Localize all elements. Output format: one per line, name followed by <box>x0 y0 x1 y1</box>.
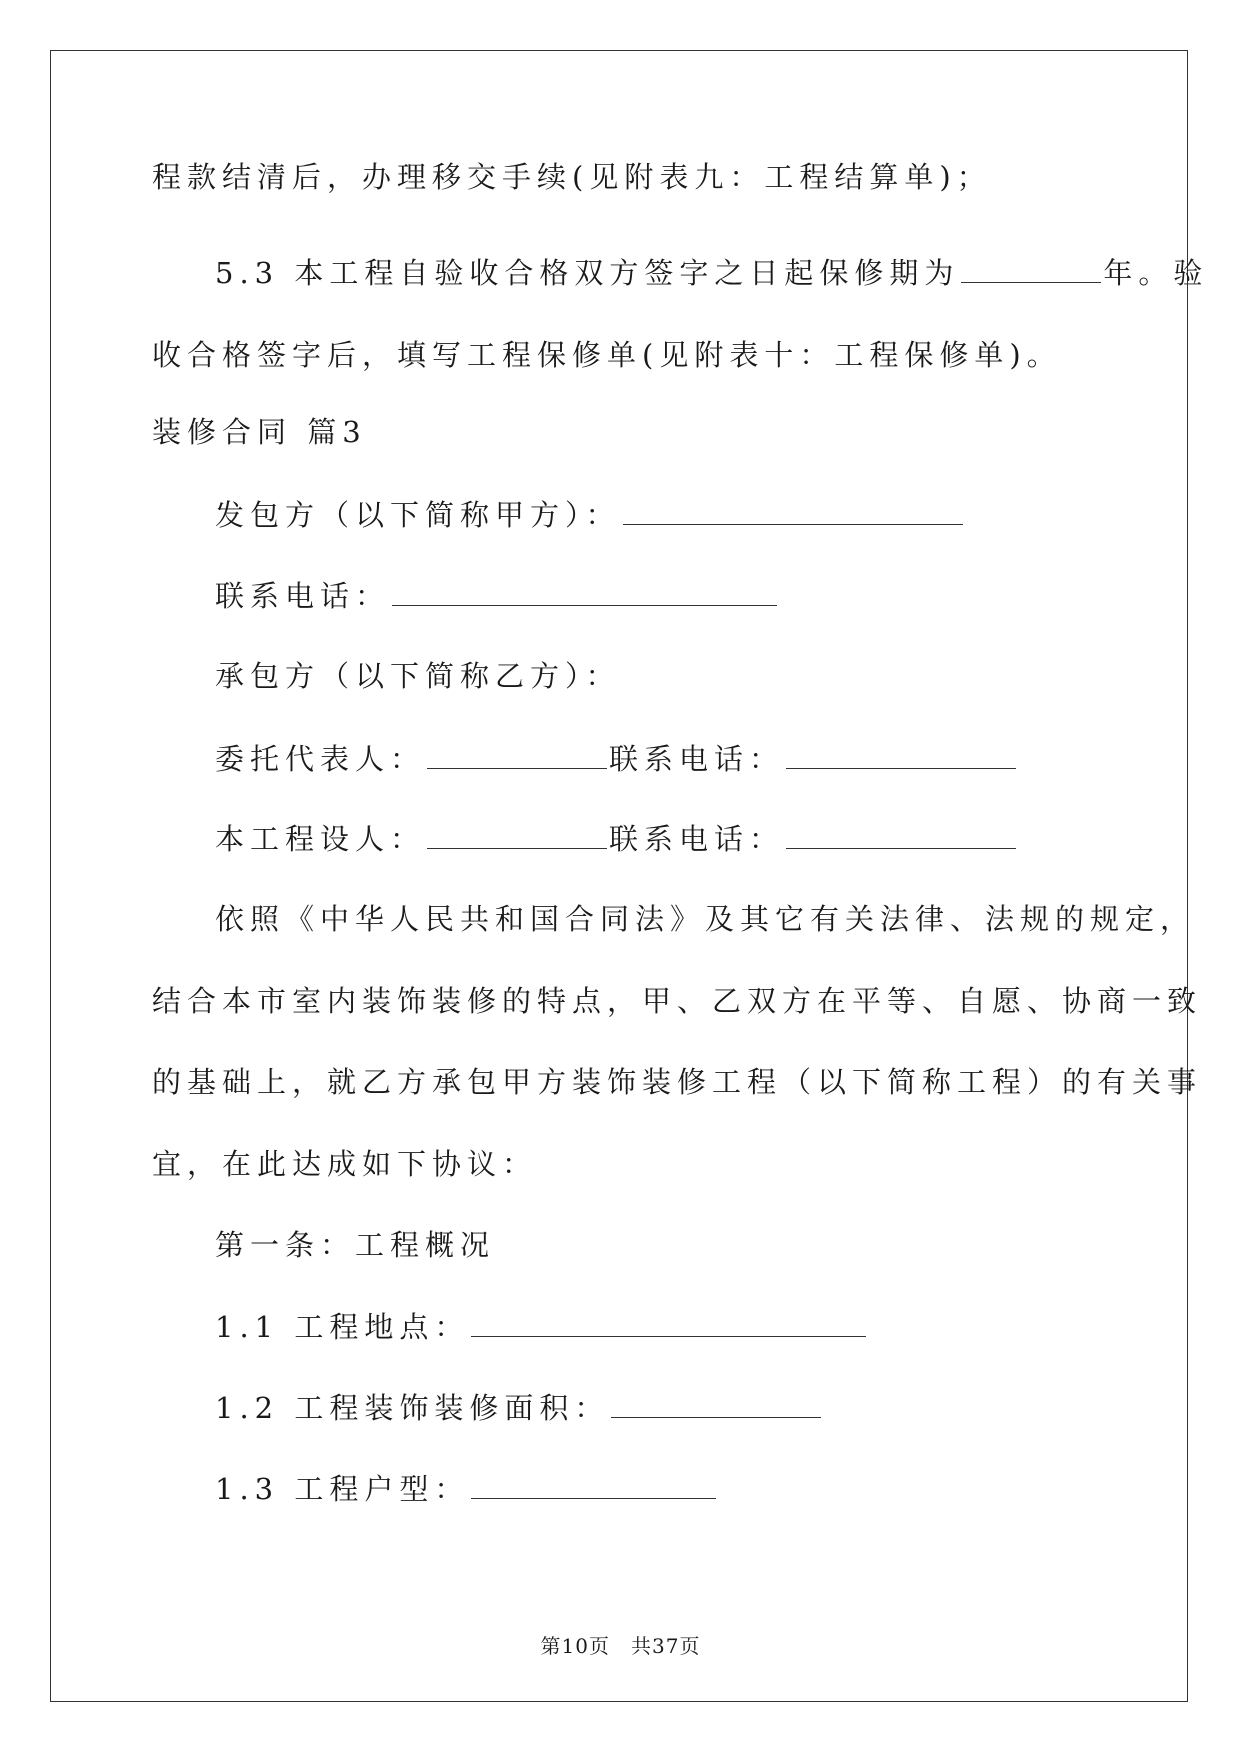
text-line: 程款结清后，办理移交手续(见附表九：工程结算单)； <box>152 160 992 194</box>
blank-field[interactable] <box>392 575 777 606</box>
text-line: 1.1 工程地点： <box>215 1306 868 1347</box>
text-line: 第一条：工程概况 <box>215 1228 496 1262</box>
text-line: 依照《中华人民共和国合同法》及其它有关法律、法规的规定， <box>215 902 1196 936</box>
blank-field[interactable] <box>623 494 963 525</box>
text-line: 收合格签字后，填写工程保修单(见附表十：工程保修单)。 <box>152 338 1062 372</box>
section-heading: 装修合同 篇3 <box>152 415 367 449</box>
page-number: 第10页 共37页 <box>540 1634 701 1658</box>
text-line: 委托代表人： 联系电话： <box>215 738 1018 779</box>
blank-field[interactable] <box>611 1387 821 1418</box>
text-line: 结合本市室内装饰装修的特点，甲、乙双方在平等、自愿、协商一致 <box>152 984 1203 1018</box>
text-line: 本工程设人： 联系电话： <box>215 818 1018 859</box>
blank-field[interactable] <box>471 1306 866 1337</box>
text-line: 联系电话： <box>215 575 779 616</box>
text-line: 1.2 工程装饰装修面积： <box>215 1387 823 1428</box>
blank-field[interactable] <box>786 738 1016 769</box>
text-line: 的基础上，就乙方承包甲方装饰装修工程（以下简称工程）的有关事 <box>152 1065 1203 1099</box>
text-line: 承包方（以下简称乙方）： <box>215 659 621 693</box>
blank-field[interactable] <box>471 1468 716 1499</box>
blank-field[interactable] <box>427 818 607 849</box>
blank-field[interactable] <box>786 818 1016 849</box>
blank-field[interactable] <box>427 738 607 769</box>
text-line: 发包方（以下简称甲方）： <box>215 494 965 535</box>
blank-field[interactable] <box>961 252 1101 283</box>
page-border <box>50 50 1188 1702</box>
text-line: 5.3 本工程自验收合格双方签字之日起保修期为 年。验 <box>215 252 1208 293</box>
text-line: 1.3 工程户型： <box>215 1468 718 1509</box>
text-line: 宜，在此达成如下协议： <box>152 1147 538 1181</box>
